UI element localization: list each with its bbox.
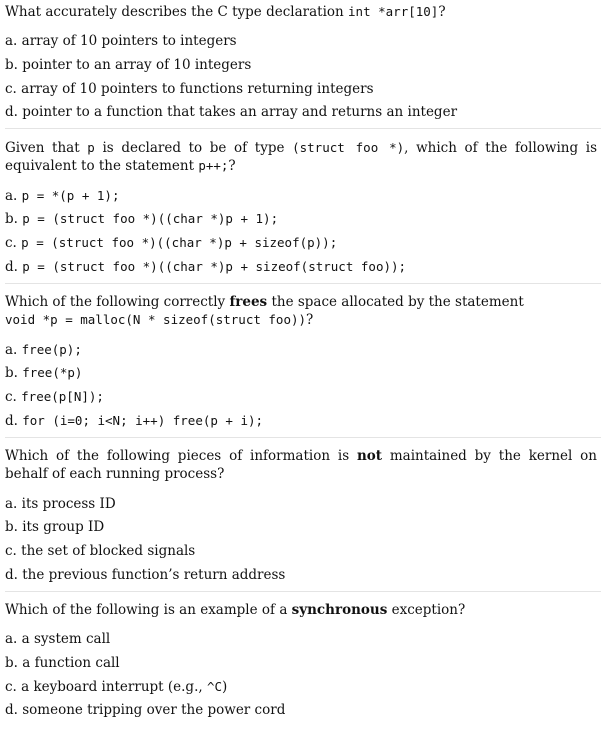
option-text: array of 10 pointers to functions returning integers	[21, 81, 374, 97]
option-letter: b.	[5, 365, 18, 381]
option-code: ^C	[206, 679, 223, 694]
option-letter: c.	[5, 543, 17, 559]
question-3-emphasis: frees	[229, 294, 268, 310]
question-1-option-b[interactable]	[5, 56, 251, 74]
question-5-option-d[interactable]	[5, 701, 285, 719]
option-letter: b.	[5, 57, 18, 73]
question-2-text: Given that	[5, 140, 88, 156]
option-text: a function call	[22, 655, 120, 671]
option-letter: a.	[5, 188, 18, 204]
option-letter: a.	[5, 33, 18, 49]
option-letter: d.	[5, 104, 18, 120]
question-4-option-c[interactable]	[5, 542, 195, 560]
question-4-option-d[interactable]	[5, 566, 285, 584]
question-5-emphasis: synchronous	[291, 602, 388, 618]
question-1-text-end: ?	[438, 4, 446, 20]
option-letter: a.	[5, 631, 18, 647]
option-code: p = (struct foo *)((char *)p + sizeof(struct foo));	[22, 259, 407, 274]
option-text: pointer to an array of 10 integers	[22, 57, 252, 73]
question-2-option-c[interactable]	[5, 234, 337, 252]
question-1-option-c[interactable]	[5, 80, 374, 98]
option-letter: c.	[5, 389, 17, 405]
option-code: for (i=0; i<N; i++) free(p + i);	[22, 413, 264, 428]
question-5-text: Which of the following is an example of a	[5, 602, 292, 618]
question-2-code-p: p	[87, 140, 95, 155]
option-text: someone tripping over the power cord	[22, 702, 286, 718]
question-2-option-d[interactable]	[5, 258, 406, 276]
option-letter: b.	[5, 519, 18, 535]
option-text: array of 10 pointers to integers	[21, 33, 237, 49]
question-4-stem	[5, 447, 597, 483]
question-3-code: void *p = malloc(N * sizeof(struct foo))	[5, 312, 307, 327]
divider	[5, 128, 601, 129]
option-letter: b.	[5, 655, 18, 671]
divider	[5, 283, 601, 284]
option-code: free(*p)	[22, 365, 83, 380]
option-code: free(p[N]);	[21, 389, 104, 404]
divider	[5, 591, 601, 592]
question-2-text-end: ?	[228, 158, 236, 174]
question-1-option-a[interactable]	[5, 32, 237, 50]
option-letter: a.	[5, 342, 18, 358]
option-text: its group ID	[22, 519, 105, 535]
option-letter: d.	[5, 702, 18, 718]
question-5-option-c[interactable]	[5, 678, 227, 696]
question-3-option-a[interactable]	[5, 341, 82, 359]
option-code: p = (struct foo *)((char *)p + sizeof(p));	[21, 235, 338, 250]
option-text-end: )	[222, 679, 228, 695]
option-text: a system call	[21, 631, 111, 647]
option-letter: d.	[5, 413, 18, 429]
question-3-option-b[interactable]	[5, 364, 82, 382]
question-1-stem	[5, 3, 597, 21]
question-1-text: What accurately describes the C type declaration	[5, 4, 349, 20]
option-letter: a.	[5, 496, 18, 512]
question-4-text-end: maintained by the kernel on behalf of each running process?	[5, 448, 597, 482]
question-3-option-d[interactable]	[5, 412, 263, 430]
question-5-option-a[interactable]	[5, 630, 110, 648]
option-code: p = *(p + 1);	[21, 188, 120, 203]
option-letter: b.	[5, 211, 18, 227]
question-4-emphasis: not	[356, 448, 383, 464]
question-5-option-b[interactable]	[5, 654, 120, 672]
question-1-option-d[interactable]	[5, 103, 457, 121]
option-code: p = (struct foo *)((char *)p + 1);	[22, 211, 279, 226]
question-4-option-b[interactable]	[5, 518, 104, 536]
option-code: free(p);	[21, 342, 82, 357]
question-3-option-c[interactable]	[5, 388, 104, 406]
question-2-text-mid2: , which of the following is equivalent to the statement	[5, 140, 598, 174]
option-letter: c.	[5, 81, 17, 97]
question-4-option-a[interactable]	[5, 495, 116, 513]
question-2-code-stmt: p++;	[198, 158, 229, 173]
question-3-text-end: ?	[306, 312, 314, 328]
question-2-code-type: (struct foo *)	[292, 140, 405, 155]
option-text: the previous function’s return address	[22, 567, 286, 583]
option-letter: d.	[5, 259, 18, 275]
question-2-option-a[interactable]	[5, 187, 119, 205]
question-3-text: Which of the following correctly	[5, 294, 230, 310]
option-letter: c.	[5, 679, 17, 695]
option-text: its process ID	[21, 496, 116, 512]
question-5-text-end: exception?	[387, 602, 466, 618]
question-2-stem	[5, 139, 597, 175]
option-text: the set of blocked signals	[21, 543, 196, 559]
option-text: pointer to a function that takes an array and returns an integer	[22, 104, 458, 120]
divider	[5, 437, 601, 438]
question-1-code: int *arr[10]	[348, 4, 439, 19]
option-text: a keyboard interrupt (e.g.,	[21, 679, 207, 695]
question-3-text-mid: the space allocated by the statement	[267, 294, 524, 310]
question-4-text: Which of the following pieces of information is	[5, 448, 357, 464]
option-letter: c.	[5, 235, 17, 251]
question-3-stem	[5, 293, 597, 329]
question-2-option-b[interactable]	[5, 210, 278, 228]
question-2-text-mid: is declared to be of type	[94, 140, 293, 156]
option-letter: d.	[5, 567, 18, 583]
question-5-stem	[5, 601, 597, 619]
